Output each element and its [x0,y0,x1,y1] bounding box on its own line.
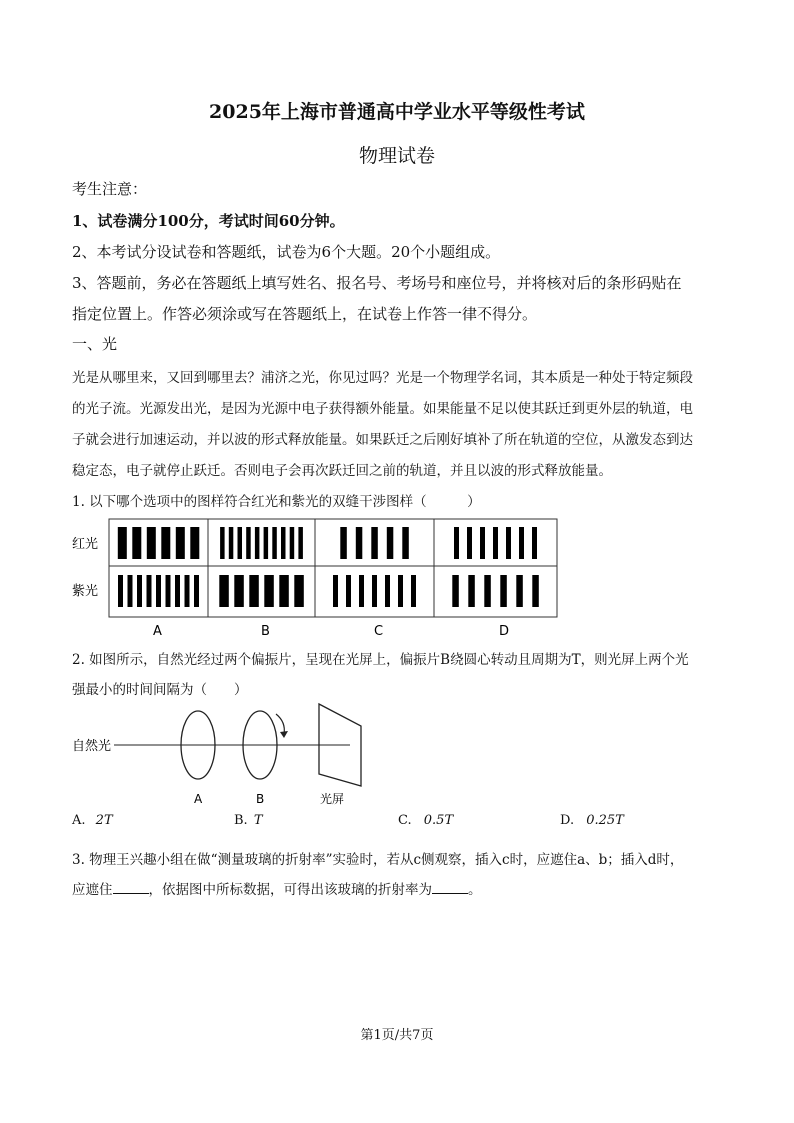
fringe-bar [356,527,363,559]
question-2-stem-cont: 强最小的时间间隔为（ ） [72,682,248,698]
exam-title: 2025年上海市普通高中学业水平等级性考试 [209,101,585,123]
fringe-bar [532,575,539,607]
fringe-bar [516,575,523,607]
notice-item-2: 2、本考试分设试卷和答题纸，试卷为6个大题。20个小题组成。 [72,243,501,261]
fringe-bar [398,575,403,607]
fringe-bar [506,527,511,559]
fringe-bar [246,527,251,559]
fringe-bar [290,527,295,559]
natural-light-label: 自然光 [72,739,112,754]
fringe-bar [166,575,171,607]
option-c[interactable] [398,813,453,828]
fringe-bar [294,575,304,607]
fringe-bar [493,527,498,559]
fringe-bar [264,575,274,607]
polarizer-figure [68,700,408,810]
option-c-letter: C. [398,813,412,828]
option-c-value: 0.5T [423,813,454,828]
fringe-bar [234,575,244,607]
paragraph-line: 的光子流。光源发出光，是因为光源中电子获得额外能量。如果能量不足以使其跃迁到更外层的轨道，电 [72,401,693,417]
question-2-stem: 2. 如图所示，自然光经过两个偏振片，呈现在光屏上，偏振片B绕圆心转动且周期为T，则光屏上两个光 [72,652,689,668]
fringe-bar [340,527,347,559]
q3-text-c: 。 [468,882,482,898]
answer-blank-2[interactable] [432,881,468,894]
notice-heading: 考生注意： [72,180,148,198]
fringe-bar [468,575,475,607]
option-a-value: 2T [95,813,113,828]
fringe-bar [279,575,289,607]
paragraph-line: 光是从哪里来，又回到哪里去？浦济之光，你见过吗？光是一个物理学名词，其本质是一种处于特定频段 [72,370,693,386]
fringe-bar [118,527,127,559]
fringe-bar [532,527,537,559]
question-3-stem: 3. 物理王兴趣小组在做“测量玻璃的折射率”实验时，若从c侧观察，插入c时，应遮住a、b；插入d时， [72,852,684,868]
fringe-bar [385,575,390,607]
col-label-c: C [374,624,384,639]
fringe-bar [219,575,229,607]
fringe-bar [346,575,351,607]
fringe-bar [147,575,152,607]
row-label-violet: 紫光 [72,584,99,599]
q3-text-a: 应遮住 [72,882,113,898]
rotation-arrowhead-icon [280,731,288,738]
interference-pattern-figure [68,515,568,645]
option-b[interactable] [234,813,263,828]
q3-text-b: ，依据图中所标数据，可得出该玻璃的折射率为 [148,882,432,898]
notice-item-3-cont: 指定位置上。作答必须涂或写在答题纸上，在试卷上作答一律不得分。 [72,305,538,323]
option-b-value: T [253,813,263,828]
col-label-d: D [499,624,510,639]
fringe-bar [156,575,161,607]
fringe-bar [194,575,199,607]
fringe-bar [238,527,243,559]
fringe-bar [333,575,338,607]
answer-blank-1[interactable] [113,881,149,894]
fringe-bar [387,527,394,559]
option-b-letter: B. [234,813,248,828]
fringe-bar [161,527,170,559]
fringe-bar [220,527,225,559]
option-d-value: 0.25T [586,813,624,828]
question-3-stem-cont [72,878,482,898]
fringe-bar [454,527,459,559]
fringe-bar [402,527,409,559]
fringe-bar [452,575,459,607]
col-label-b: B [261,624,270,639]
fringe-bar [118,575,123,607]
fringe-bar [249,575,258,607]
option-d[interactable] [560,813,624,828]
paragraph-line: 子就会进行加速运动，并以波的形式释放能量。如果跃迁之后刚好填补了所在轨道的空位，从激发态到达 [72,432,693,448]
fringe-bar [185,575,190,607]
option-a-letter: A. [72,813,86,828]
exam-subtitle: 物理试卷 [358,145,435,167]
rotation-arrow-icon [276,714,284,734]
fringe-bar [229,527,234,559]
fringe-bar [484,575,491,607]
fringe-bar [272,527,277,559]
fringe-bar [281,527,286,559]
fringe-bar [371,527,378,559]
option-d-letter: D. [560,813,575,828]
option-a[interactable] [72,813,113,828]
fringe-bar [298,527,303,559]
fringe-bar [480,527,485,559]
fringe-bar [255,527,260,559]
notice-item-1: 1、试卷满分100分，考试时间60分钟。 [72,212,345,230]
fringe-bar [359,575,364,607]
fringe-bar [175,575,180,607]
fringe-bar [190,527,199,559]
paragraph-line: 稳定态，电子就停止跃迁。否则电子会再次跃迁回之前的轨道，并且以波的形式释放能量。 [72,463,612,479]
fringe-bar [128,575,133,607]
notice-item-3: 3、答题前，务必在答题纸上填写姓名、报名号、考场号和座位号，并将核对后的条形码贴在 [72,274,682,292]
fringe-bar [137,575,142,607]
section-heading: 一、光 [72,335,118,353]
fringe-bar [467,527,472,559]
fringe-bar [264,527,269,559]
screen-label: 光屏 [320,792,345,806]
fringe-bar [132,527,141,559]
fringe-bar [176,527,185,559]
fringe-bar [372,575,377,607]
fringe-bar [147,527,156,559]
fringe-bar [519,527,524,559]
row-label-red: 红光 [72,537,99,552]
polarizer-b-label: B [256,792,265,806]
fringe-bar [500,575,507,607]
col-label-a: A [153,624,162,639]
polarizer-a-label: A [194,792,203,806]
page-number: 第1页/共7页 [360,1028,434,1043]
question-1-stem: 1. 以下哪个选项中的图样符合红光和紫光的双缝干涉图样（ ） [72,494,481,510]
fringe-patterns [118,527,539,607]
fringe-bar [411,575,416,607]
